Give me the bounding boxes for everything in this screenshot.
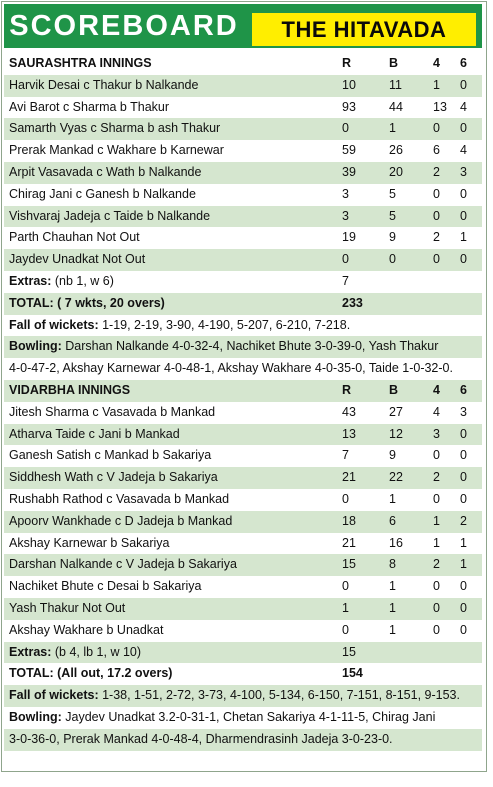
extras-detail: (b 4, lb 1, w 10)	[51, 644, 142, 659]
batter-runs: 0	[342, 121, 349, 136]
table-row	[4, 249, 482, 271]
batter-sixes: 1	[460, 230, 467, 245]
batter-sixes: 1	[460, 557, 467, 572]
fall-of-wickets-row	[4, 315, 482, 337]
col-header-balls: B	[389, 56, 399, 70]
bowling-row-continued	[4, 729, 482, 751]
batter-balls: 11	[389, 77, 402, 92]
batter-balls: 1	[389, 622, 396, 637]
batter-balls: 0	[389, 252, 396, 267]
batter-balls: 16	[389, 535, 403, 550]
batter-dismissal: Harvik Desai c Thakur b Nalkande	[9, 77, 199, 92]
total-label: TOTAL: ( 7 wkts, 20 overs)	[9, 295, 165, 310]
table-row	[4, 97, 482, 119]
total-value: 154	[342, 666, 363, 681]
batter-fours: 0	[433, 208, 440, 223]
batter-runs: 59	[342, 143, 356, 158]
table-row	[4, 576, 482, 598]
batter-balls: 6	[389, 513, 396, 528]
batter-dismissal: Samarth Vyas c Sharma b ash Thakur	[9, 121, 221, 136]
batter-balls: 27	[389, 404, 403, 419]
batter-sixes: 0	[460, 579, 467, 594]
batter-dismissal: Akshay Wakhare b Unadkat	[9, 622, 164, 637]
fall-of-wickets-list: 1-19, 2-19, 3-90, 4-190, 5-207, 6-210, 7-218.	[98, 317, 351, 332]
fall-of-wickets-row	[4, 685, 482, 707]
batter-balls: 1	[389, 491, 396, 506]
batter-dismissal: Ganesh Satish c Mankad b Sakariya	[9, 448, 212, 463]
batter-fours: 0	[433, 448, 440, 463]
batter-balls: 26	[389, 143, 403, 158]
table-row	[4, 533, 482, 555]
batter-runs: 18	[342, 513, 356, 528]
batter-dismissal: Darshan Nalkande c V Jadeja b Sakariya	[9, 557, 237, 572]
batter-runs: 21	[342, 535, 356, 550]
bowling-figures: Darshan Nalkande 4-0-32-4, Nachiket Bhute 3-0-39-0, Yash Thakur	[61, 339, 439, 354]
batter-sixes: 0	[460, 208, 467, 223]
batter-fours: 1	[433, 535, 440, 550]
bowling-text	[9, 707, 479, 729]
batter-runs: 13	[342, 426, 356, 441]
batter-runs: 43	[342, 404, 356, 419]
batter-runs: 0	[342, 622, 349, 637]
total-row	[4, 663, 482, 685]
batter-fours: 3	[433, 426, 440, 441]
batter-fours: 0	[433, 579, 440, 594]
batter-fours: 2	[433, 164, 440, 179]
extras-detail: (nb 1, w 6)	[51, 273, 114, 288]
batter-dismissal: Atharva Taide c Jani b Mankad	[9, 426, 180, 441]
total-label: TOTAL: (All out, 17.2 overs)	[9, 666, 173, 681]
batter-runs: 15	[342, 557, 356, 572]
batter-fours: 1	[433, 77, 440, 92]
total-row	[4, 293, 482, 315]
batter-balls: 44	[389, 99, 403, 114]
batter-balls: 8	[389, 557, 396, 572]
col-header-runs: R	[342, 382, 352, 397]
fall-of-wickets-text	[9, 315, 479, 337]
batter-fours: 0	[433, 252, 440, 267]
col-header-sixes: 6	[460, 382, 467, 397]
extras-value: 15	[342, 644, 356, 659]
bowling-row-continued	[4, 358, 482, 380]
table-row	[4, 227, 482, 249]
table-row	[4, 554, 482, 576]
batter-balls: 1	[389, 579, 396, 594]
batter-balls: 9	[389, 448, 396, 463]
extras-label: Extras:	[9, 644, 52, 659]
batter-sixes: 0	[460, 600, 467, 615]
table-row	[4, 75, 482, 97]
batter-runs: 3	[342, 208, 349, 223]
table-row	[4, 206, 482, 228]
fall-of-wickets-label: Fall of wickets:	[9, 317, 99, 332]
table-row	[4, 467, 482, 489]
table-row	[4, 140, 482, 162]
batter-dismissal: Arpit Vasavada c Wath b Nalkande	[9, 164, 202, 179]
batter-runs: 19	[342, 230, 356, 245]
extras-label: Extras:	[9, 273, 52, 288]
batter-dismissal: Siddhesh Wath c V Jadeja b Sakariya	[9, 470, 218, 485]
table-row	[4, 118, 482, 140]
batter-balls: 12	[389, 426, 403, 441]
batter-fours: 0	[433, 600, 440, 615]
batter-fours: 0	[433, 121, 440, 136]
batter-dismissal: Parth Chauhan Not Out	[9, 230, 140, 245]
vidarbha-innings-heading-row	[4, 380, 482, 402]
batter-dismissal: Jitesh Sharma c Vasavada b Mankad	[9, 404, 216, 419]
batter-dismissal: Apoorv Wankhade c D Jadeja b Mankad	[9, 513, 233, 528]
col-header-runs: R	[342, 56, 352, 70]
batter-sixes: 0	[460, 426, 467, 441]
batter-fours: 6	[433, 143, 440, 158]
batter-sixes: 1	[460, 535, 467, 550]
extras-value: 7	[342, 273, 349, 288]
batter-sixes: 2	[460, 513, 467, 528]
table-row	[4, 598, 482, 620]
batter-fours: 1	[433, 513, 440, 528]
innings-heading: VIDARBHA INNINGS	[9, 382, 131, 397]
batter-balls: 9	[389, 230, 396, 245]
table-row	[4, 162, 482, 184]
batter-sixes: 0	[460, 622, 467, 637]
batter-dismissal: Jaydev Unadkat Not Out	[9, 252, 146, 267]
innings-heading: SAURASHTRA INNINGS	[9, 56, 152, 70]
batter-sixes: 3	[460, 404, 467, 419]
table-row	[4, 620, 482, 642]
batter-balls: 1	[389, 600, 396, 615]
batter-sixes: 0	[460, 252, 467, 267]
saurashtra-innings-heading-row	[4, 53, 482, 75]
table-row	[4, 184, 482, 206]
newspaper-name: THE HITAVADA	[252, 13, 476, 46]
col-header-fours: 4	[433, 56, 440, 70]
col-header-sixes: 6	[460, 56, 467, 70]
bowling-text	[9, 336, 479, 358]
batter-fours: 0	[433, 491, 440, 506]
table-row	[4, 424, 482, 446]
batter-dismissal: Vishvaraj Jadeja c Taide b Nalkande	[9, 208, 211, 223]
total-value: 233	[342, 295, 363, 310]
batter-runs: 39	[342, 164, 356, 179]
table-row	[4, 445, 482, 467]
fall-of-wickets-label: Fall of wickets:	[9, 688, 99, 703]
batter-dismissal: Rushabh Rathod c Vasavada b Mankad	[9, 491, 230, 506]
bowling-row	[4, 336, 482, 358]
bowling-label: Bowling:	[9, 339, 62, 354]
extras-text	[9, 271, 114, 293]
col-header-fours: 4	[433, 382, 440, 397]
batter-sixes: 4	[460, 143, 467, 158]
batter-sixes: 3	[460, 164, 467, 179]
batter-fours: 2	[433, 470, 440, 485]
extras-row	[4, 642, 482, 664]
batter-balls: 20	[389, 164, 403, 179]
batter-fours: 13	[433, 99, 447, 114]
batter-dismissal: Chirag Jani c Ganesh b Nalkande	[9, 186, 196, 201]
batter-sixes: 0	[460, 121, 467, 136]
batter-dismissal: Prerak Mankad c Wakhare b Karnewar	[9, 143, 224, 158]
batter-runs: 1	[342, 600, 349, 615]
table-row	[4, 511, 482, 533]
scorecard-table	[4, 53, 482, 751]
batter-sixes: 0	[460, 491, 467, 506]
fall-of-wickets-list: 1-38, 1-51, 2-72, 3-73, 4-100, 5-134, 6-150, 7-151, 8-151, 9-153.	[98, 688, 460, 703]
batter-dismissal: Avi Barot c Sharma b Thakur	[9, 99, 170, 114]
scoreboard-header	[4, 4, 482, 48]
batter-fours: 4	[433, 404, 440, 419]
bowling-figures-continued: 3-0-36-0, Prerak Mankad 4-0-48-4, Dharmendrasinh Jadeja 3-0-23-0.	[9, 731, 393, 746]
batter-runs: 0	[342, 491, 349, 506]
batter-balls: 5	[389, 208, 396, 223]
extras-text	[9, 642, 141, 664]
extras-row	[4, 271, 482, 293]
batter-runs: 93	[342, 99, 356, 114]
batter-runs: 3	[342, 186, 349, 201]
batter-balls: 1	[389, 121, 396, 136]
batter-sixes: 0	[460, 448, 467, 463]
batter-sixes: 4	[460, 99, 467, 114]
batter-dismissal: Akshay Karnewar b Sakariya	[9, 535, 170, 550]
batter-fours: 2	[433, 557, 440, 572]
fall-of-wickets-text	[9, 685, 479, 707]
batter-runs: 0	[342, 252, 349, 267]
batter-sixes: 0	[460, 470, 467, 485]
bowling-figures-continued: 4-0-47-2, Akshay Karnewar 4-0-48-1, Akshay Wakhare 4-0-35-0, Taide 1-0-32-0.	[9, 361, 453, 376]
bowling-label: Bowling:	[9, 709, 62, 724]
scoreboard-title: SCOREBOARD	[9, 10, 239, 42]
col-header-balls: B	[389, 382, 399, 397]
batter-runs: 10	[342, 77, 356, 92]
bowling-figures: Jaydev Unadkat 3.2-0-31-1, Chetan Sakariya 4-1-11-5, Chirag Jani	[61, 709, 436, 724]
batter-sixes: 0	[460, 77, 467, 92]
batter-balls: 5	[389, 186, 396, 201]
batter-fours: 0	[433, 186, 440, 201]
batter-dismissal: Yash Thakur Not Out	[9, 600, 126, 615]
batter-runs: 7	[342, 448, 349, 463]
batter-runs: 21	[342, 470, 356, 485]
batter-dismissal: Nachiket Bhute c Desai b Sakariya	[9, 579, 202, 594]
batter-fours: 2	[433, 230, 440, 245]
table-row	[4, 402, 482, 424]
batter-sixes: 0	[460, 186, 467, 201]
batter-runs: 0	[342, 579, 349, 594]
batter-balls: 22	[389, 470, 403, 485]
bowling-row	[4, 707, 482, 729]
table-row	[4, 489, 482, 511]
batter-fours: 0	[433, 622, 440, 637]
